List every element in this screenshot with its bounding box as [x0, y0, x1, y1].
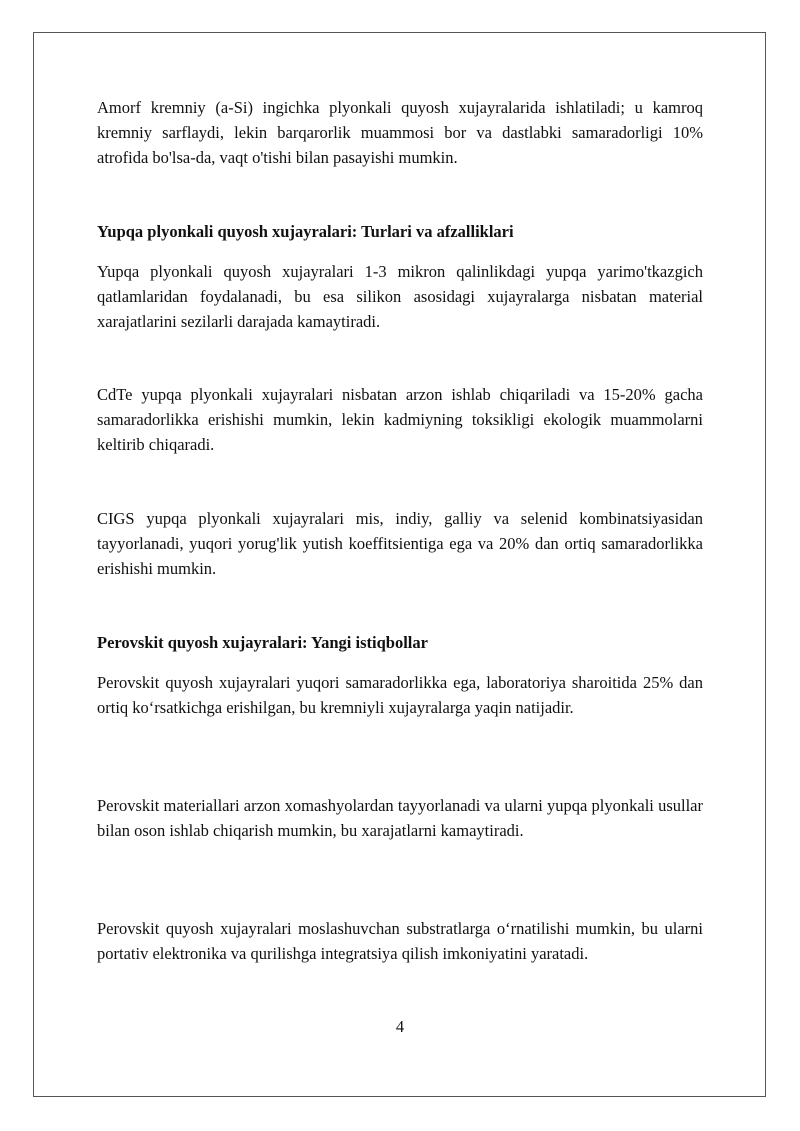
paragraph-perovskite-materials: Perovskit materiallari arzon xomashyolardan tayyorlanadi va ularni yupqa plyonkali usullar bilan oson ishlab chiqarish mumkin, bu xarajatlarni kamaytiradi.: [97, 796, 703, 840]
paragraph-cigs: CIGS yupqa plyonkali xujayralari mis, indiy, galliy va selenid kombinatsiyasidan tayyorlanadi, yuqori yorug'lik yutish koeffitsientiga ega va 20% dan ortiq samaradorlikka erishishi mumkin.: [97, 509, 703, 578]
paragraph-amorphous-silicon: Amorf kremniy (a-Si) ingichka plyonkali quyosh xujayralarida ishlatiladi; u kamroq kremniy sarflaydi, lekin barqarorlik muammosi bor va dastlabki samaradorligi 10% atrofida bo'lsa-da, vaqt o'tishi bilan pasayishi mumkin.: [97, 98, 703, 167]
paragraph-perovskite-efficiency: Perovskit quyosh xujayralari yuqori samaradorlikka ega, laboratoriya sharoitida 25% dan ortiq ko‘rsatkichga erishilgan, bu kremniyli xujayralarga yaqin natijadir.: [97, 673, 703, 717]
heading-perovskite: Perovskit quyosh xujayralari: Yangi istiqbollar: [97, 633, 428, 652]
paragraph-thin-film-intro: Yupqa plyonkali quyosh xujayralari 1-3 mikron qalinlikdagi yupqa yarimo'tkazgich qatlamlaridan foydalanadi, bu esa silikon asosidagi xujayralarga nisbatan material xarajatlarini sezilarli darajada kamaytiradi.: [97, 262, 703, 331]
heading-thin-film: Yupqa plyonkali quyosh xujayralari: Turlari va afzalliklari: [97, 222, 514, 241]
paragraph-cdte: CdTe yupqa plyonkali xujayralari nisbatan arzon ishlab chiqariladi va 15-20% gacha samaradorlikka erishishi mumkin, lekin kadmiyning toksikligi ekologik muammolarni keltirib chiqaradi.: [97, 385, 703, 454]
paragraph-perovskite-flexible: Perovskit quyosh xujayralari moslashuvchan substratlarga o‘rnatilishi mumkin, bu ularni portativ elektronika va qurilishga integratsiya qilish imkoniyatini yaratadi.: [97, 919, 703, 963]
page-number: 4: [395, 1017, 405, 1036]
